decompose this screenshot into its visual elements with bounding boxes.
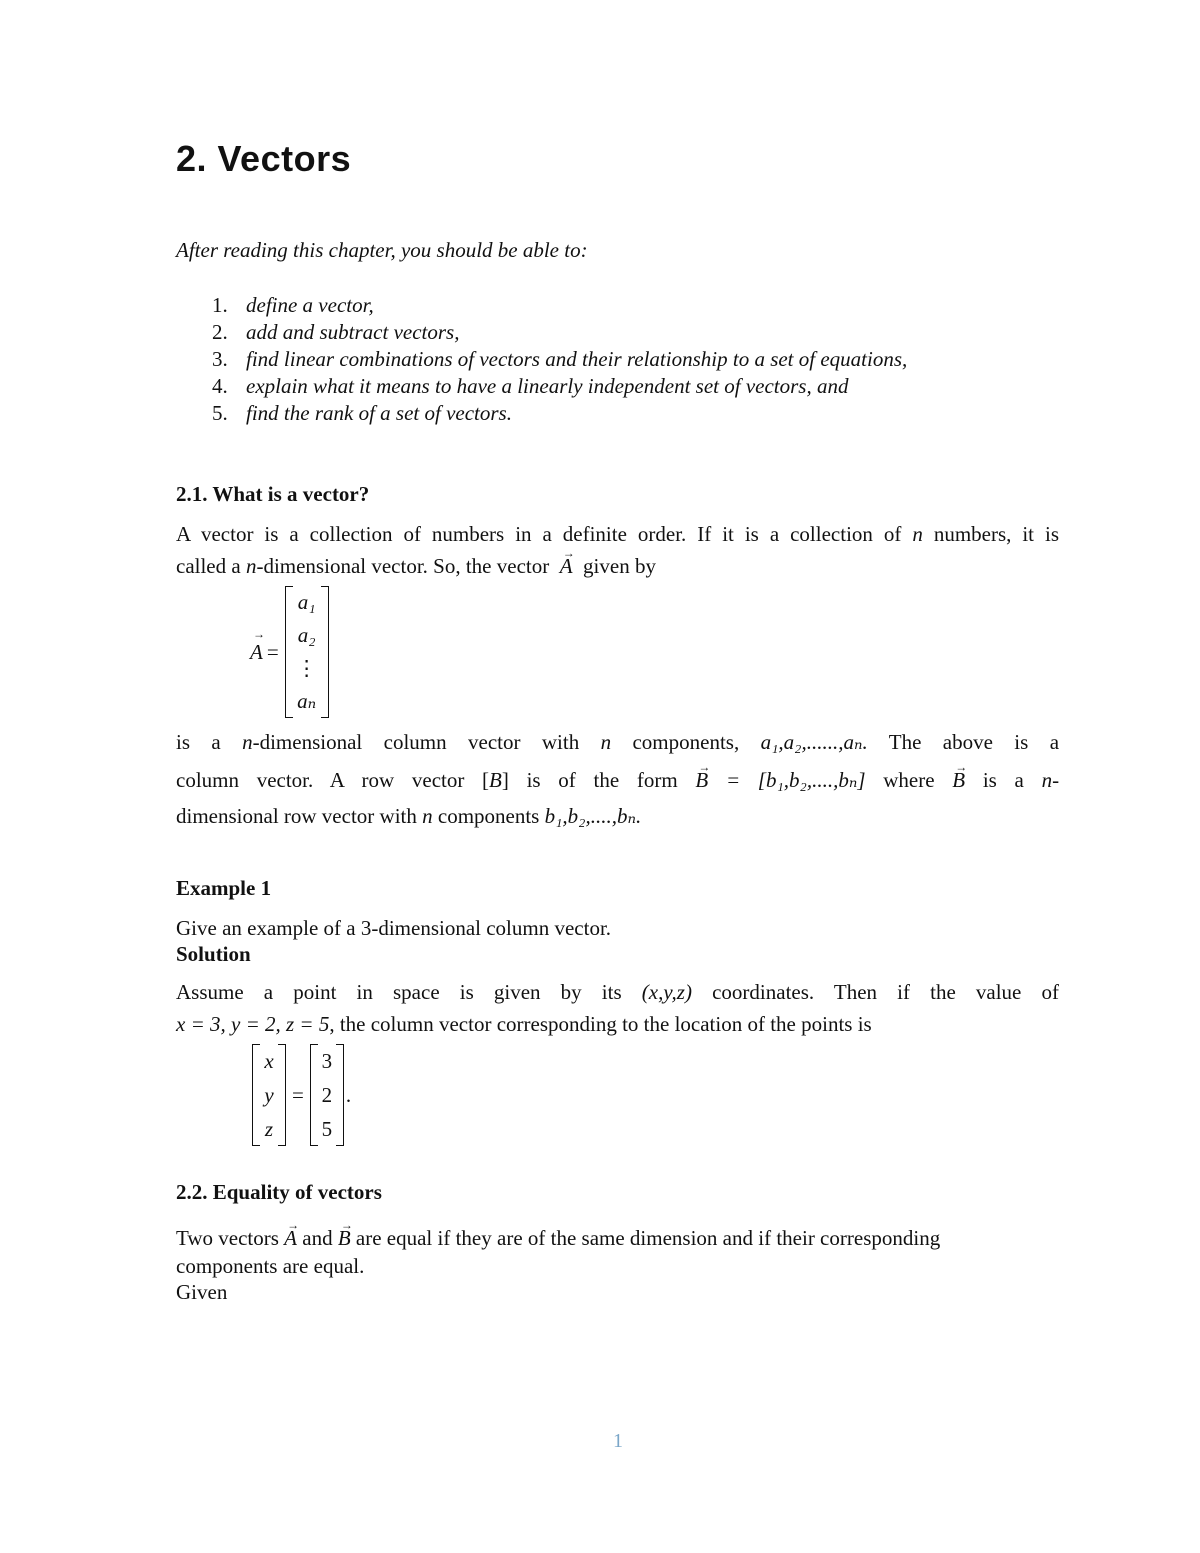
list-item: 2. add and subtract vectors, xyxy=(212,320,460,344)
solution-label: Solution xyxy=(176,942,251,966)
paragraph: components are equal. xyxy=(176,1254,365,1278)
paragraph: column vector. A row vector [B] is of the form → B = [b₁,b₂,....,bₙ] where → B is a n- xyxy=(176,764,1059,796)
paragraph: Given xyxy=(176,1280,228,1304)
column-vector-equation: → A = a₁ a₂ ⋮ aₙ xyxy=(250,586,329,718)
column-matrix: a₁ a₂ ⋮ aₙ xyxy=(285,586,329,718)
example-heading: Example 1 xyxy=(176,876,272,900)
paragraph: Two vectors → A and → B are equal if they are of the same dimension and if their corresponding xyxy=(176,1222,1059,1254)
list-item: 5. find the rank of a set of vectors. xyxy=(212,401,512,425)
example-question: Give an example of a 3-dimensional column vector. xyxy=(176,916,612,940)
vector-equation: x y z = 3 2 5 . xyxy=(252,1044,351,1146)
left-matrix: x y z xyxy=(252,1044,286,1146)
section-heading-what-is-vector: 2.1. What is a vector? xyxy=(176,482,370,506)
paragraph: called a n-dimensional vector. So, the vector → A given by xyxy=(176,550,1059,582)
right-matrix: 3 2 5 xyxy=(310,1044,344,1146)
list-item: 1. define a vector, xyxy=(212,293,374,317)
paragraph: Assume a point in space is given by its (x,y,z) coordinates. Then if the value of xyxy=(176,980,1060,1004)
paragraph: A vector is a collection of numbers in a definite order. If it is a collection of n numbers, it is xyxy=(176,522,1059,546)
paragraph: x = 3, y = 2, z = 5, the column vector corresponding to the location of the points is xyxy=(176,1012,872,1036)
paragraph: dimensional row vector with n components b₁,b₂,....,bₙ. xyxy=(176,804,642,828)
list-item: 3. find linear combinations of vectors and their relationship to a set of equations, xyxy=(212,347,908,371)
chapter-title: 2. Vectors xyxy=(176,138,352,179)
list-item: 4. explain what it means to have a linearly independent set of vectors, and xyxy=(212,374,849,398)
page-number: 1 xyxy=(613,1430,623,1452)
objectives-list xyxy=(176,292,907,427)
section-heading-equality: 2.2. Equality of vectors xyxy=(176,1180,382,1204)
paragraph: is a n-dimensional column vector with n components, a₁,a₂,......,aₙ. The above is a xyxy=(176,730,1060,754)
intro-text: After reading this chapter, you should be able to: xyxy=(176,238,588,262)
